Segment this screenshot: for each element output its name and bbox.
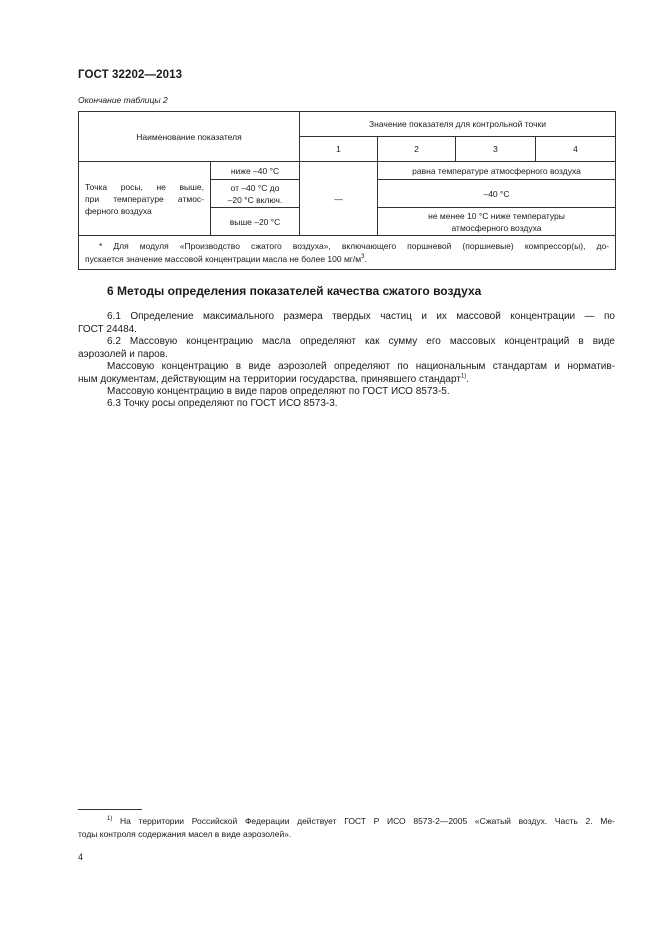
table-footnote-line-1: * Для модуля «Производство сжатого воздуха», включающего поршневой (поршневые) компрессор(ы), до- [99, 241, 610, 251]
footnote-line-2: тоды контроля содержания масел в виде аэрозолей». [78, 829, 292, 839]
indicator-table [78, 111, 616, 270]
header-indicator-name: Наименование показателя [79, 112, 300, 162]
paragraph-6-3: 6.3 Точку росы определяют по ГОСТ ИСО 8573-3. [107, 398, 338, 409]
dew-point-name-line-1: Точка росы, не выше, [85, 181, 204, 192]
merged-value-cell [378, 208, 616, 236]
page-footnote [78, 815, 615, 841]
paragraph-line [78, 374, 615, 387]
table-footnote-text: пускается значение массовой концентрации масла не более 100 мг/м [85, 254, 362, 264]
footnote-divider [78, 809, 142, 810]
table-footnote [79, 236, 616, 270]
table-row [79, 162, 616, 180]
table-footnote-line-2 [85, 253, 609, 266]
header-point-1: 1 [300, 137, 378, 162]
merged-value-line: атмосферного воздуха [451, 222, 542, 233]
header-point-4: 4 [536, 137, 616, 162]
paragraph-line: 6.1 Определение максимального размера твердых частиц и их массовой концентрации — по [107, 311, 615, 322]
table-caption: Окончание таблицы 2 [78, 95, 168, 105]
paragraph-aerosols [78, 361, 615, 386]
table-footnote-end: . [364, 254, 367, 264]
table-footnote-row [79, 236, 616, 270]
merged-value-cell: –40 °С [378, 180, 616, 208]
paragraph-6-1 [78, 311, 615, 336]
header-value-group: Значение показателя для контрольной точки [300, 112, 616, 137]
page-number: 4 [78, 852, 84, 862]
condition-line: от –40 °С до [230, 182, 280, 193]
paragraph-6-2 [78, 336, 615, 361]
paragraph-line: Массовую концентрацию в виде аэрозолей определяют по национальным стандартам и норматив- [107, 361, 615, 372]
paragraph-line: ГОСТ 24484. [78, 323, 137, 335]
paragraph-vapours: Массовую концентрацию в виде паров определяют по ГОСТ ИСО 8573-5. [107, 386, 450, 397]
document-header: ГОСТ 32202—2013 [78, 69, 183, 81]
section-title: 6 Методы определения показателей качества сжатого воздуха [107, 284, 482, 298]
condition-cell: выше –20 °С [211, 208, 300, 236]
paragraph-text: ным документам, действующим на территории государства, принявшего стандарт [78, 373, 461, 385]
dew-point-name-cell [79, 162, 211, 236]
condition-line: –20 °С включ. [227, 194, 283, 205]
table-header-row [79, 112, 616, 137]
footnote-text: На территории Российской Федерации действует ГОСТ Р ИСО 8573-2—2005 «Сжатый воздух. Часть 2. Ме- [112, 816, 615, 826]
superscript: 3 [361, 254, 365, 261]
point-1-value: — [300, 162, 378, 236]
footnote-line-1 [78, 815, 615, 828]
header-point-2: 2 [378, 137, 456, 162]
condition-cell: ниже –40 °С [211, 162, 300, 180]
merged-value-line: не менее 10 °С ниже температуры [428, 210, 565, 221]
dew-point-name-line-2: при температуре атмос- [85, 193, 204, 204]
footnote-reference: 1) [460, 373, 467, 380]
dew-point-name-line-3: ферного воздуха [85, 205, 152, 216]
merged-value-cell: равна температуре атмосферного воздуха [378, 162, 616, 180]
header-point-3: 3 [456, 137, 536, 162]
paragraph-line: аэрозолей и паров. [78, 348, 168, 360]
footnote-marker: 1) [107, 816, 113, 823]
paragraph-end: . [466, 373, 469, 385]
paragraph-line: 6.2 Массовую концентрацию масла определяют как сумму его массовых концентраций в виде [107, 336, 615, 347]
condition-cell [211, 180, 300, 208]
